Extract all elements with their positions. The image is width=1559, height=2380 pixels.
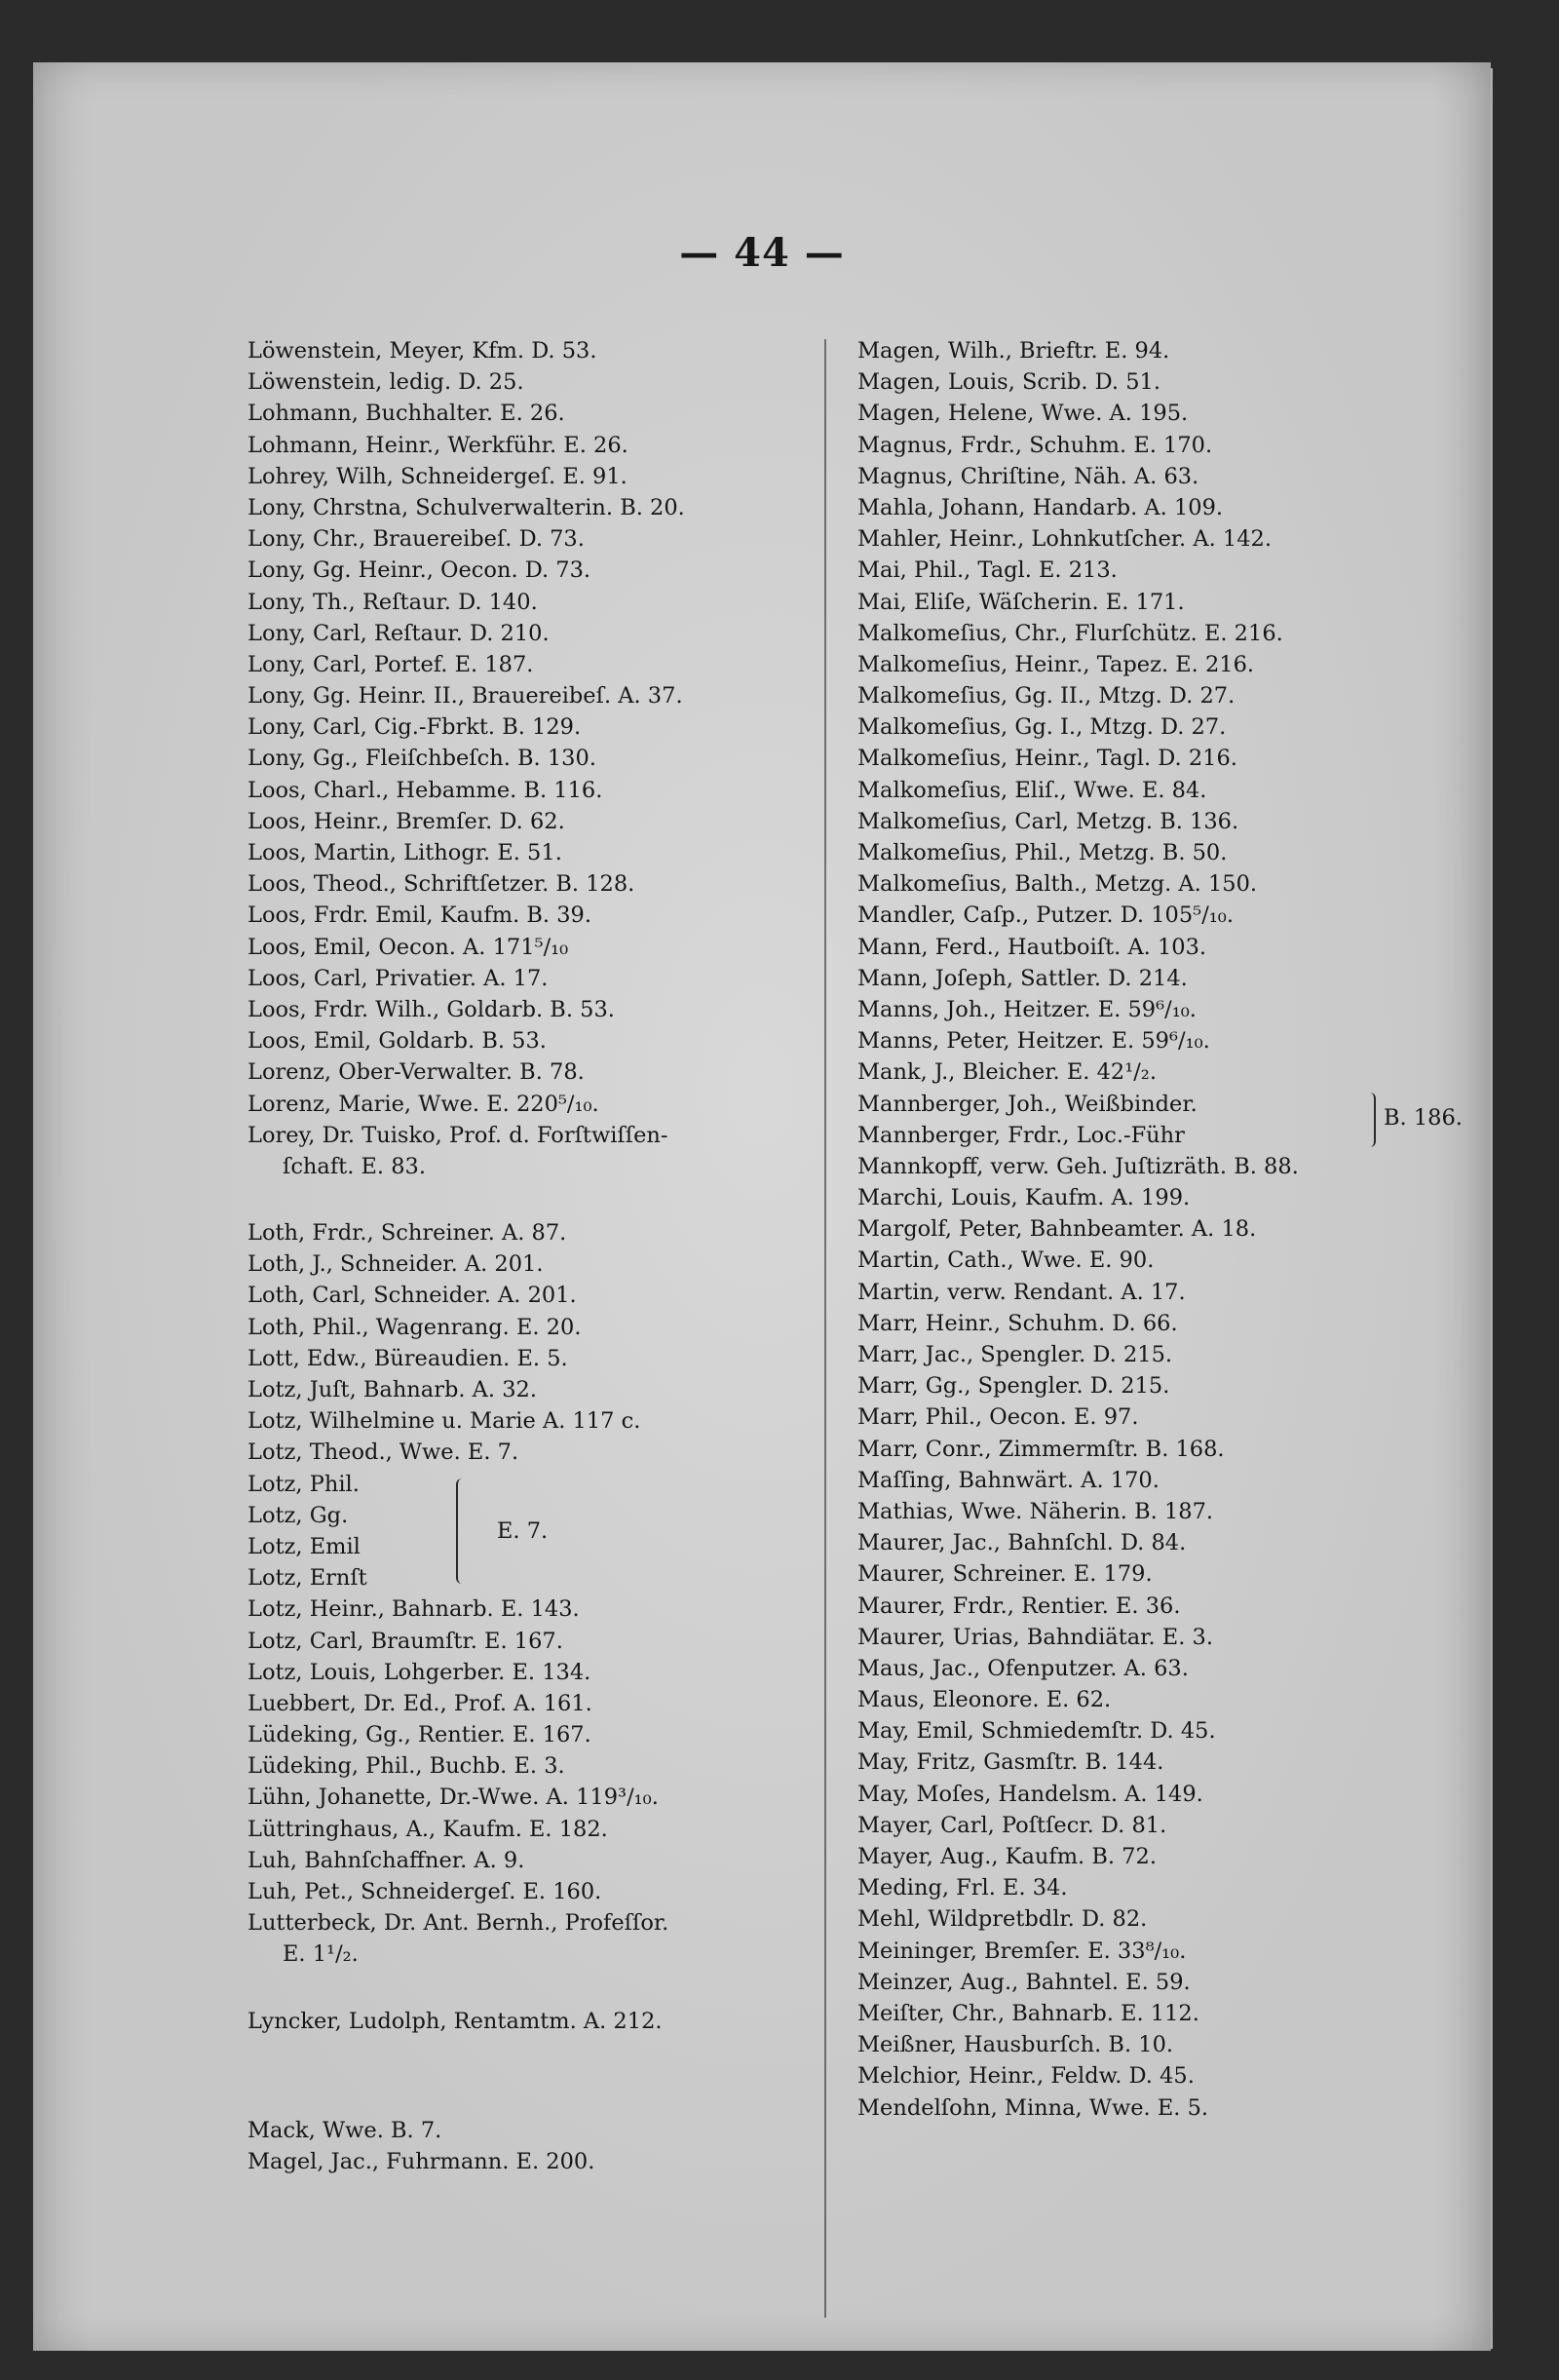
list-item: Mehl, Wildpretbdlr. D. 82. [857, 1906, 1148, 1933]
brace-reference: E. 7. [497, 1517, 549, 1544]
list-item: Malkomeſius, Eliſ., Wwe. E. 84. [857, 777, 1207, 803]
list-item: Malkomeſius, Gg. I., Mtzg. D. 27. [857, 714, 1227, 741]
list-item: Meinzer, Aug., Bahntel. E. 59. [857, 1969, 1191, 1995]
list-item: Melchior, Heinr., Feldw. D. 45. [857, 2063, 1195, 2090]
list-item: Luh, Pet., Schneidergeſ. E. 160. [247, 1879, 602, 1905]
brace-mark [1366, 1093, 1376, 1147]
list-item: Mack, Wwe. B. 7. [247, 2117, 442, 2143]
list-item: Loos, Frdr. Emil, Kaufm. B. 39. [247, 902, 592, 929]
list-item: Lohrey, Wilh, Schneidergeſ. E. 91. [247, 463, 627, 489]
list-item: Malkomeſius, Phil., Metzg. B. 50. [857, 840, 1228, 865]
list-item: Lotz, Carl, Braumſtr. E. 167. [247, 1628, 563, 1654]
list-item: Mannkopff, verw. Geh. Juſtizräth. B. 88. [857, 1153, 1299, 1179]
list-item: Loos, Frdr. Wilh., Goldarb. B. 53. [247, 996, 615, 1022]
list-item: Marchi, Louis, Kaufm. A. 199. [857, 1185, 1191, 1211]
list-item: Lony, Carl, Cig.-Fbrkt. B. 129. [247, 714, 582, 741]
list-item: Magnus, Chriſtine, Näh. A. 63. [857, 463, 1199, 489]
lotz-brace-group [247, 1469, 842, 1594]
list-item: Maurer, Frdr., Rentier. E. 36. [857, 1593, 1181, 1619]
list-item: Lorenz, Ober-Verwalter. B. 78. [247, 1059, 585, 1086]
list-item: Marr, Jac., Spengler. D. 215. [857, 1342, 1173, 1368]
list-item: Magel, Jac., Fuhrmann. E. 200. [247, 2148, 595, 2174]
list-item: Lony, Chr., Brauereibeſ. D. 73. [247, 526, 585, 553]
list-item: Lott, Edw., Büreaudien. E. 5. [247, 1345, 568, 1371]
list-item: Lorenz, Marie, Wwe. E. 220⁵/₁₀. [247, 1091, 599, 1117]
list-item: May, Moſes, Handelsm. A. 149. [857, 1781, 1203, 1807]
list-item: Maſſing, Bahnwärt. A. 170. [857, 1467, 1160, 1493]
list-item: Mandler, Caſp., Putzer. D. 105⁵/₁₀. [857, 902, 1234, 929]
right-column [857, 335, 1465, 2124]
list-item: Mai, Eliſe, Wäſcherin. E. 171. [857, 589, 1185, 615]
mannberger-brace-group [857, 1089, 1465, 1151]
list-item: Loth, J., Schneider. A. 201. [247, 1251, 544, 1278]
brace-mark [456, 1478, 468, 1584]
list-item: Meißner, Hausburſch. B. 10. [857, 2032, 1174, 2058]
list-item: Marr, Heinr., Schuhm. D. 66. [857, 1310, 1178, 1336]
list-item: Lony, Chrstna, Schulverwalterin. B. 20. [247, 494, 685, 520]
list-item: Lotz, Gg. [247, 1502, 349, 1528]
list-item: ſchaft. E. 83. [283, 1153, 427, 1179]
list-item: Margolf, Peter, Bahnbeamter. A. 18. [857, 1216, 1257, 1243]
list-item: Loth, Phil., Wagenrang. E. 20. [247, 1314, 582, 1340]
list-item: Mahla, Johann, Handarb. A. 109. [857, 494, 1224, 520]
page-number: — 44 — [679, 230, 845, 276]
list-item: Martin, Cath., Wwe. E. 90. [857, 1248, 1155, 1274]
list-item: Lotz, Louis, Lohgerber. E. 134. [247, 1659, 591, 1685]
book-page [33, 62, 1491, 2351]
list-item: Meding, Frl. E. 34. [857, 1875, 1068, 1901]
list-item: Loos, Emil, Goldarb. B. 53. [247, 1028, 547, 1055]
list-item: Meininger, Bremſer. E. 33⁸/₁₀. [857, 1938, 1187, 1964]
list-item: Loos, Emil, Oecon. A. 171⁵/₁₀ [247, 934, 569, 960]
list-item: Löwenstein, ledig. D. 25. [247, 369, 524, 396]
right-entries-a [857, 335, 1465, 1089]
left-column [247, 335, 842, 2177]
list-item: Loos, Carl, Privatier. A. 17. [247, 965, 549, 991]
left-entries-d [247, 2006, 842, 2037]
list-item: Loth, Carl, Schneider. A. 201. [247, 1283, 577, 1309]
list-item: Lony, Carl, Reſtaur. D. 210. [247, 620, 550, 646]
list-item: Lohmann, Heinr., Werkführ. E. 26. [247, 432, 628, 458]
list-item: Lony, Gg. Heinr., Oecon. D. 73. [247, 557, 591, 584]
list-item: Malkomeſius, Gg. II., Mtzg. D. 27. [857, 683, 1236, 710]
left-entries-m [247, 2115, 842, 2177]
list-item: Loos, Theod., Schriftſetzer. B. 128. [247, 871, 635, 898]
list-item: Manns, Peter, Heitzer. E. 59⁶/₁₀. [857, 1028, 1210, 1055]
list-item: Malkomeſius, Heinr., Tapez. E. 216. [857, 651, 1255, 677]
list-item: Lotz, Wilhelmine u. Marie A. 117 c. [247, 1408, 641, 1435]
left-entries-c [247, 1593, 842, 1939]
list-item: Manns, Joh., Heitzer. E. 59⁶/₁₀. [857, 996, 1197, 1022]
list-item: Magen, Louis, Scrib. D. 51. [857, 369, 1160, 396]
list-item: Maurer, Schreiner. E. 179. [857, 1561, 1153, 1588]
list-item: E. 1¹/₂. [283, 1941, 359, 1968]
list-item: Mayer, Aug., Kaufm. B. 72. [857, 1844, 1157, 1870]
list-item: Mahler, Heinr., Lohnkutſcher. A. 142. [857, 526, 1273, 553]
list-item: Mayer, Carl, Poſtſecr. D. 81. [857, 1812, 1167, 1838]
list-item: Lony, Th., Reſtaur. D. 140. [247, 589, 538, 615]
list-item: Lotz, Theod., Wwe. E. 7. [247, 1440, 519, 1466]
list-item: Mannberger, Frdr., Loc.-Führ [857, 1122, 1185, 1148]
list-item: Mann, Ferd., Hautboiſt. A. 103. [857, 934, 1207, 960]
list-item: Martin, verw. Rendant. A. 17. [857, 1279, 1186, 1305]
list-item: May, Fritz, Gasmſtr. B. 144. [857, 1749, 1164, 1776]
list-item: Lotz, Emil [247, 1533, 361, 1559]
brace-reference: B. 186. [1384, 1104, 1463, 1131]
list-item: Mai, Phil., Tagl. E. 213. [857, 557, 1118, 584]
spacer [247, 1971, 842, 2006]
list-item: Maurer, Jac., Bahnſchl. D. 84. [857, 1530, 1187, 1556]
list-item: Magen, Helene, Wwe. A. 195. [857, 401, 1189, 427]
list-item: Lohmann, Buchhalter. E. 26. [247, 401, 565, 427]
list-item: Lony, Gg., Fleiſchbeſch. B. 130. [247, 746, 596, 772]
list-item: Lüdeking, Gg., Rentier. E. 167. [247, 1722, 591, 1748]
list-item: Malkomeſius, Carl, Metzg. B. 136. [857, 808, 1239, 834]
list-item: Mank, J., Bleicher. E. 42¹/₂. [857, 1059, 1157, 1086]
list-item: Lotz, Phil. [247, 1471, 360, 1497]
list-item: Mendelſohn, Minna, Wwe. E. 5. [857, 2094, 1209, 2121]
list-item: Luebbert, Dr. Ed., Prof. A. 161. [247, 1690, 592, 1716]
list-item: Mann, Joſeph, Sattler. D. 214. [857, 965, 1188, 991]
left-entries-a [247, 335, 842, 1151]
list-item: Lutterbeck, Dr. Ant. Bernh., Profeſſor. [247, 1910, 669, 1937]
list-item: Marr, Conr., Zimmermſtr. B. 168. [857, 1436, 1225, 1462]
list-item: Loth, Frdr., Schreiner. A. 87. [247, 1220, 567, 1247]
list-item: Lühn, Johanette, Dr.-Wwe. A. 119³/₁₀. [247, 1785, 659, 1811]
spacer [247, 1182, 842, 1217]
list-item: Lony, Carl, Portef. E. 187. [247, 651, 534, 677]
list-item: Marr, Gg., Spengler. D. 215. [857, 1373, 1170, 1400]
right-entries-b [857, 1151, 1465, 2124]
list-item: Mannberger, Joh., Weißbinder. [857, 1091, 1198, 1117]
list-item: Loos, Charl., Hebamme. B. 116. [247, 777, 603, 803]
left-entries-b [247, 1217, 842, 1469]
list-item: Maus, Eleonore. E. 62. [857, 1687, 1112, 1713]
list-item: Magnus, Frdr., Schuhm. E. 170. [857, 432, 1213, 458]
section-spacer [247, 2037, 842, 2115]
list-item: Löwenstein, Meyer, Kfm. D. 53. [247, 338, 597, 364]
list-item: Magen, Wilh., Brieftr. E. 94. [857, 338, 1170, 364]
list-item: Mathias, Wwe. Näherin. B. 187. [857, 1498, 1214, 1524]
list-item: Malkomeſius, Balth., Metzg. A. 150. [857, 871, 1258, 898]
list-item: May, Emil, Schmiedemſtr. D. 45. [857, 1718, 1216, 1745]
list-item: Loos, Heinr., Bremſer. D. 62. [247, 808, 565, 834]
list-item: Maurer, Urias, Bahndiätar. E. 3. [857, 1624, 1213, 1650]
list-item: Malkomeſius, Heinr., Tagl. D. 216. [857, 746, 1237, 772]
list-item: Marr, Phil., Oecon. E. 97. [857, 1404, 1139, 1431]
list-item: Meiſter, Chr., Bahnarb. E. 112. [857, 2000, 1199, 2026]
list-item: Loos, Martin, Lithogr. E. 51. [247, 840, 562, 865]
list-item: Luh, Bahnſchaffner. A. 9. [247, 1847, 525, 1873]
list-item: Lüdeking, Phil., Buchb. E. 3. [247, 1753, 565, 1780]
list-item: Maus, Jac., Ofenputzer. A. 63. [857, 1655, 1189, 1681]
list-item: Lüttringhaus, A., Kaufm. E. 182. [247, 1816, 608, 1842]
list-item: Lony, Gg. Heinr. II., Brauereibeſ. A. 37. [247, 683, 683, 710]
list-item: Malkomeſius, Chr., Flurſchütz. E. 216. [857, 620, 1283, 646]
list-item: Lorey, Dr. Tuisko, Prof. d. Forſtwiſſen- [247, 1122, 668, 1148]
list-item: Lotz, Ernſt [247, 1565, 367, 1592]
list-item: Lotz, Juſt, Bahnarb. A. 32. [247, 1377, 538, 1402]
list-item: Lyncker, Ludolph, Rentamtm. A. 212. [247, 2008, 663, 2034]
list-item: Lotz, Heinr., Bahnarb. E. 143. [247, 1596, 580, 1623]
